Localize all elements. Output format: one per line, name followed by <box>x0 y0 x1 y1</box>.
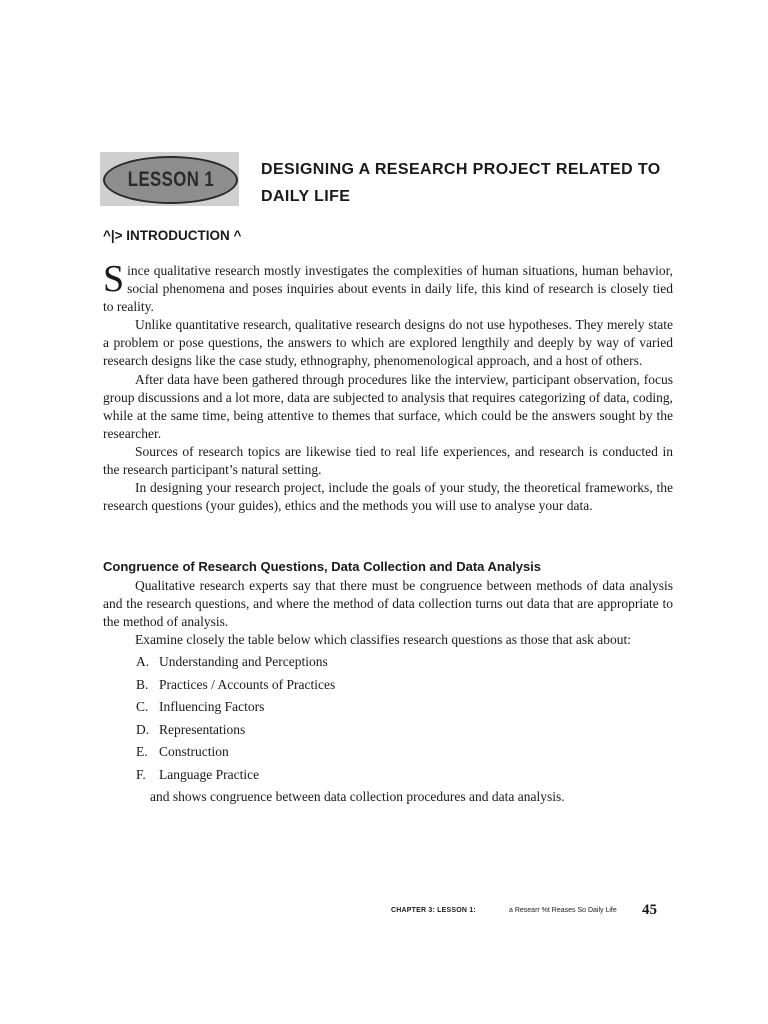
lesson-badge-oval <box>103 156 238 204</box>
list-item-letter: D. <box>136 721 150 737</box>
list-item-letter: A. <box>136 654 150 670</box>
lesson-title: DESIGNING A RESEARCH PROJECT RELATED TO DAILY LIFE <box>261 161 661 205</box>
section-paragraph-2: Examine closely the table below which classifies research questions as those that ask about: <box>135 632 631 648</box>
intro-paragraph-1 <box>103 258 673 316</box>
list-item-text: Practices / Accounts of Practices <box>159 676 336 692</box>
intro-paragraph-1-text: ince qualitative research mostly investigates the complexities of human situations, human behavior, social phenomena and poses inquiries about events in daily life, this kind of research is closely tied to reality. <box>103 263 673 315</box>
list-item <box>136 764 673 787</box>
list-item-text: Understanding and Perceptions <box>159 654 328 670</box>
list-item <box>136 719 673 742</box>
list-item <box>136 674 673 697</box>
section-paragraph-1: Qualitative research experts say that there must be congruence between methods of data analysis and the research questions, and where the method of data collection turns out data that are appropriate to the method of analysis. <box>103 578 673 630</box>
intro-paragraph-4: Sources of research topics are likewise tied to real life experiences, and research is conducted in the research participant’s natural setting. <box>103 443 673 478</box>
list-item-text: Language Practice <box>159 766 260 782</box>
section-body <box>103 577 673 806</box>
section-heading: Congruence of Research Questions, Data Collection and Data Analysis <box>103 559 542 574</box>
intro-paragraph-3: After data have been gathered through procedures like the interview, participant observation, focus group discussions and a lot more, data are subjected to analysis that requires categorizing of data, coding, while at the same time, being attentive to themes that surface, which could be the answers sought by the researcher. <box>103 371 673 441</box>
list-item-text: Construction <box>159 744 229 760</box>
intro-paragraph-5: In designing your research project, include the goals of your study, the theoretical frameworks, the research questions (your guides), ethics and the methods you will use to analyse your data. <box>103 480 673 514</box>
footer-title: a Researr %t Reases So Daily Life <box>509 907 617 914</box>
intro-paragraph-2: Unlike quantitative research, qualitative research designs do not use hypotheses. They merely state a problem or pose questions, the answers to which are explored lengthily and deeply by way of varied research designs like the case study, ethnography, phenomenological approach, and a host of others. <box>103 317 673 369</box>
page-number: 45 <box>642 902 657 918</box>
introduction-body <box>103 258 673 515</box>
footer-chapter: CHAPTER 3: LESSON 1: <box>391 907 476 914</box>
list-item-text: Influencing Factors <box>159 699 265 715</box>
lesson-badge-label: LESSON 1 <box>127 168 214 191</box>
drop-cap: S <box>103 258 125 300</box>
list-item-letter: C. <box>136 699 149 715</box>
list-item-letter: E. <box>136 744 148 760</box>
list-item <box>136 741 673 764</box>
list-item-text: Representations <box>159 721 246 737</box>
section-closing: and shows congruence between data collection procedures and data analysis. <box>150 789 565 805</box>
list-item-letter: B. <box>136 676 149 692</box>
list-item-letter: F. <box>136 766 146 782</box>
introduction-heading: ^|> INTRODUCTION ^ <box>103 228 242 243</box>
question-category-list <box>103 651 673 786</box>
list-item <box>136 651 673 674</box>
lesson-badge <box>100 152 239 206</box>
list-item <box>136 696 673 719</box>
